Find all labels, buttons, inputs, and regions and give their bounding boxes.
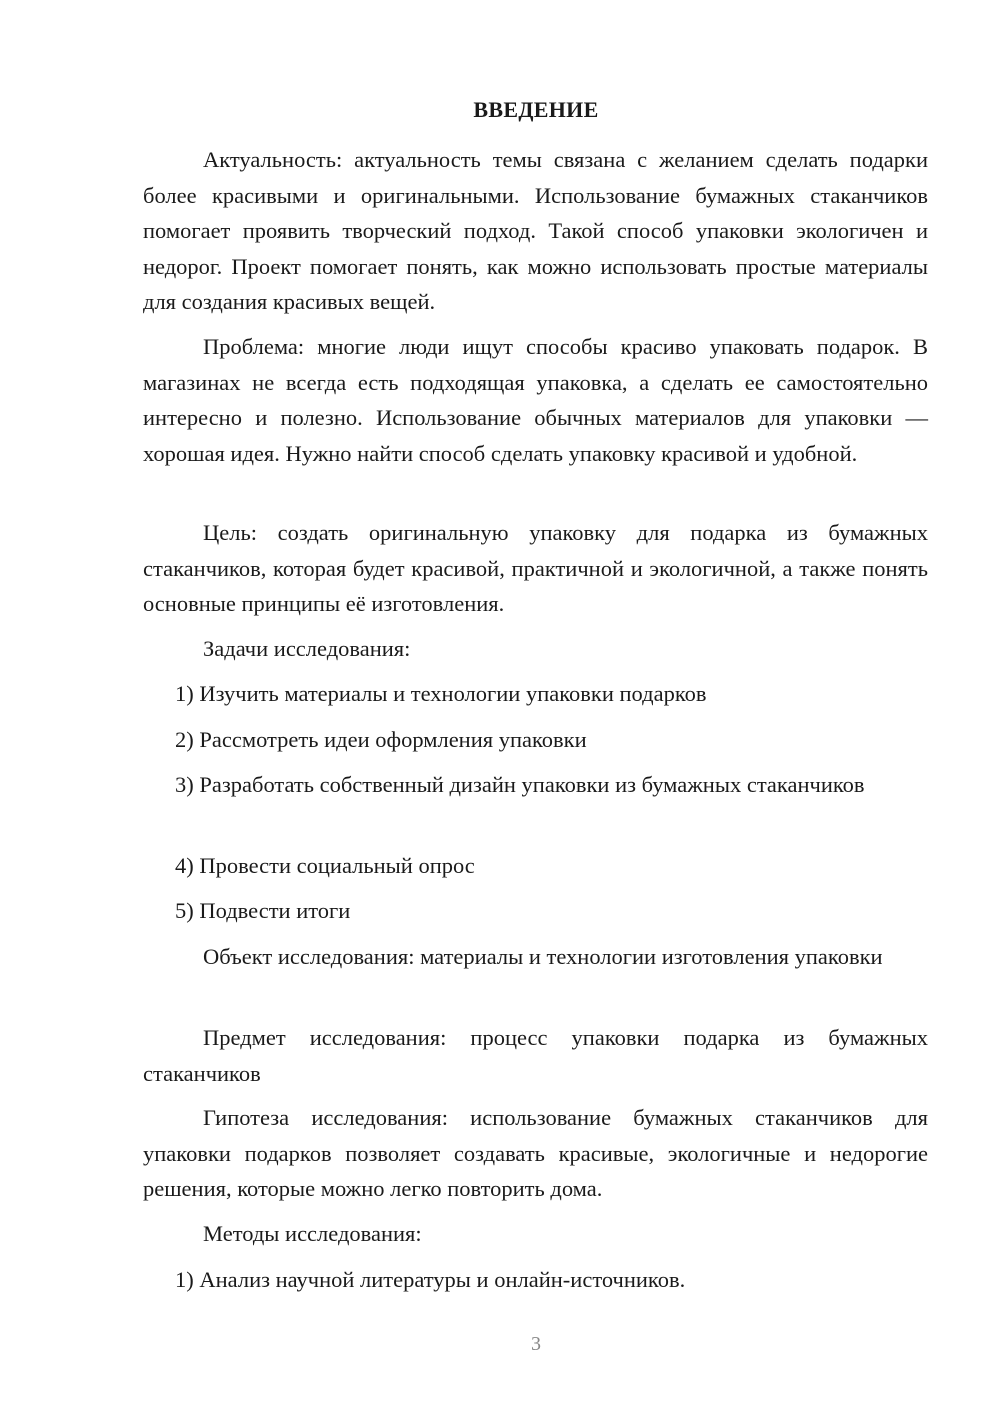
task-item-1: 1) Изучить материалы и технологии упаковки подарков bbox=[175, 681, 707, 706]
method-item-1: 1) Анализ научной литературы и онлайн-источников. bbox=[175, 1267, 686, 1292]
task-item-3: 3) Разработать собственный дизайн упаковки из бумажных стаканчиков bbox=[175, 772, 865, 797]
paragraph-problem: Проблема: многие люди ищут способы красиво упаковать подарок. В магазинах не всегда есть подходящая упаковка, а сделать ее самостоятельно интересно и полезно. Использование обычных материалов для упаковки — хорошая идея. Нужно найти способ сделать упаковку красивой и удобной. bbox=[143, 334, 928, 466]
task-item-5: 5) Подвести итоги bbox=[175, 898, 351, 923]
paragraph-goal: Цель: создать оригинальную упаковку для подарка из бумажных стаканчиков, которая будет красивой, практичной и экологичной, а также понять основные принципы её изготовления. bbox=[143, 520, 928, 616]
tasks-heading: Задачи исследования: bbox=[203, 636, 411, 661]
section-title: ВВЕДЕНИЕ bbox=[473, 97, 599, 122]
paragraph-hypothesis: Гипотеза исследования: использование бумажных стаканчиков для упаковки подарков позволяет создавать красивые, экологичные и недорогие решения, которые можно легко повторить дома. bbox=[143, 1105, 928, 1201]
page-number: 3 bbox=[531, 1333, 541, 1355]
paragraph-relevance: Актуальность: актуальность темы связана с желанием сделать подарки более красивыми и оригинальными. Использование бумажных стаканчиков помогает проявить творческий подход. Такой способ упаковки экологичен и недорог. Проект помогает понять, как можно использовать простые материалы для создания красивых вещей. bbox=[143, 147, 928, 314]
task-item-4: 4) Провести социальный опрос bbox=[175, 853, 475, 878]
paragraph-object: Объект исследования: материалы и технологии изготовления упаковки bbox=[203, 944, 883, 969]
methods-heading: Методы исследования: bbox=[203, 1221, 422, 1246]
task-item-2: 2) Рассмотреть идеи оформления упаковки bbox=[175, 727, 587, 752]
paragraph-subject: Предмет исследования: процесс упаковки подарка из бумажных стаканчиков bbox=[143, 1025, 928, 1086]
